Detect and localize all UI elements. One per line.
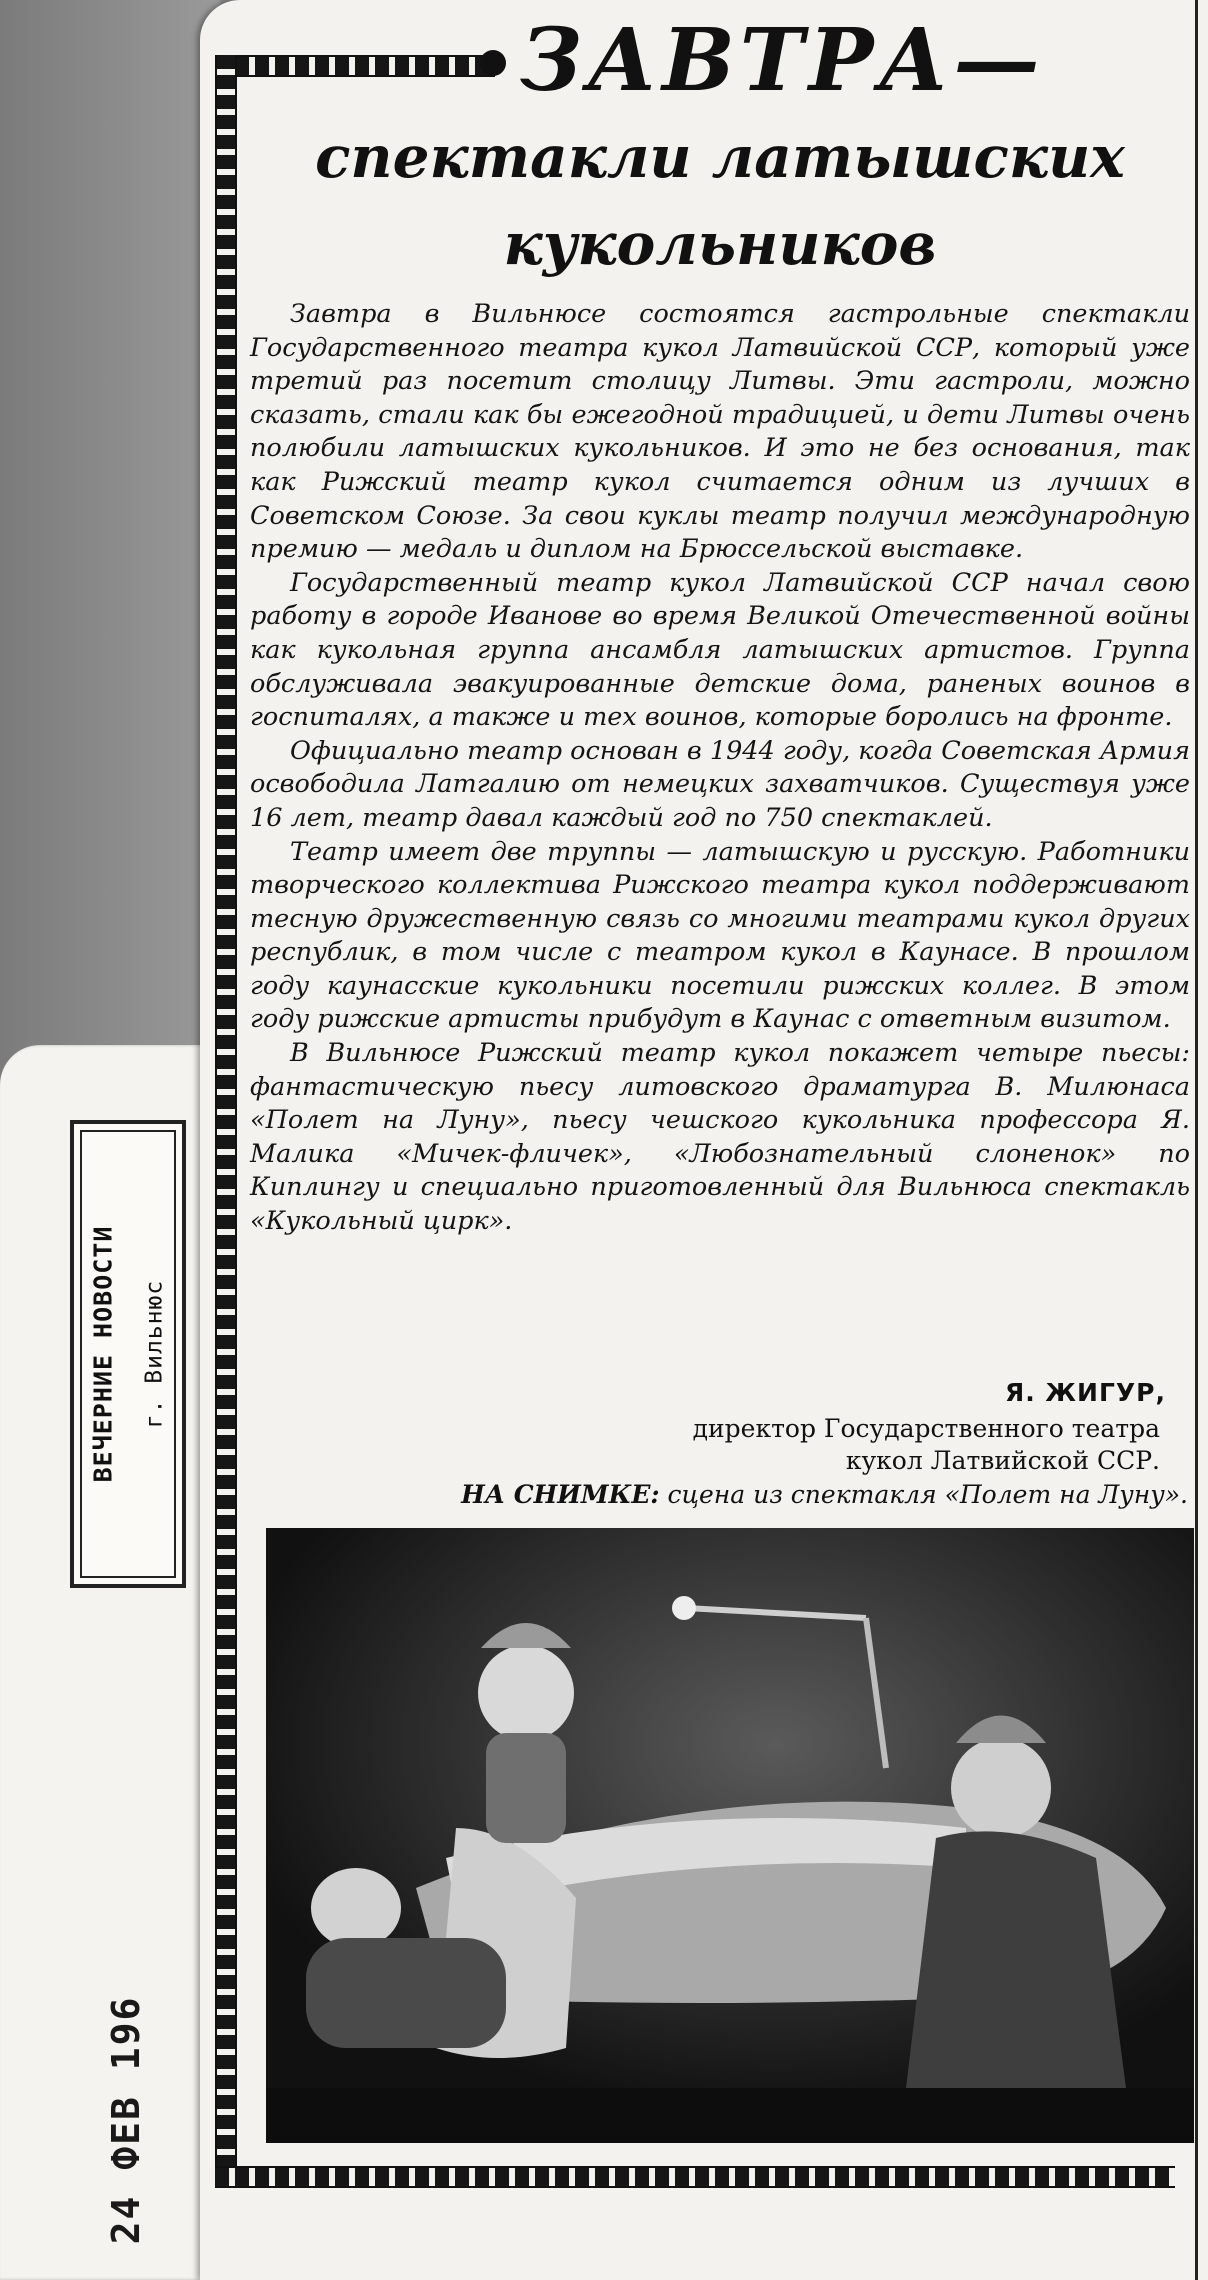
ornament-border-top	[215, 55, 495, 77]
ornament-dot	[480, 50, 506, 76]
caption-lead: НА СНИМКЕ:	[461, 1480, 660, 1509]
author-title-line-1: директор Государственного театра	[692, 1414, 1160, 1443]
author-name: Я. ЖИГУР,	[1004, 1378, 1166, 1407]
date-stamp: 24 ФЕВ 196	[104, 1995, 148, 2245]
author-title-line-2: кукол Латвийской ССР.	[845, 1446, 1160, 1475]
headline: ЗАВТРА—	[520, 10, 1045, 111]
paragraph: В Вильнюсе Рижский театр кукол покажет четыре пьесы: фантастическую пьесу литовского драматурга В. Милюнаса «Полет на Луну», пьесу чешского кукольника профессора Я. Малика «Мичек-фличек», «Любознательный слоненок» по Киплингу и специально приготовленный для Вильнюса спектакль «Кукольный цирк».	[250, 1038, 1190, 1237]
caption-text: сцена из спектакля «Полет на Луну».	[659, 1480, 1188, 1509]
clipping-right-edge	[1195, 0, 1198, 2280]
article-body	[250, 298, 1190, 1239]
article-photo	[266, 1528, 1194, 2143]
paragraph: Театр имеет две труппы — латышскую и русскую. Работники творческого коллектива Рижского театра кукол поддерживают тесную дружественную связь со многими театрами кукол других республик, в том числе с театром кукол в Каунасе. В прошлом году каунасские кукольники посетили рижских коллег. В этом году рижские артисты прибудут в Каунас с ответным визитом.	[250, 836, 1190, 1035]
stamp-newspaper-name: ВЕЧЕРНИЕ НОВОСТИ	[88, 1225, 118, 1483]
subheadline-line-2: кукольников	[503, 210, 937, 278]
author-title	[693, 1413, 1160, 1477]
subheadline-line-1: спектакли латышских	[315, 123, 1125, 191]
ornament-border-bottom	[215, 2166, 1175, 2188]
newspaper-stamp	[70, 1120, 186, 1588]
puppet-scene-illustration	[266, 1528, 1194, 2143]
photo-caption	[461, 1480, 1188, 1509]
paragraph: Завтра в Вильнюсе состоятся гастрольные спектакли Государственного театра кукол Латвийской ССР, который уже третий раз посетит столицу Литвы. Эти гастроли, можно сказать, стали как бы ежегодной традицией, и дети Литвы очень полюбили латышских кукольников. И это не без основания, так как Рижский театр кукол считается одним из лучших в Советском Союзе. За свои куклы театр получил международную премию — медаль и диплом на Брюссельской выставке.	[250, 299, 1190, 565]
paragraph: Официально театр основан в 1944 году, когда Советская Армия освободила Латгалию от немецких захватчиков. Существуя уже 16 лет, театр давал каждый год по 750 спектаклей.	[250, 735, 1190, 833]
ornament-border-left	[215, 55, 237, 2185]
stamp-text	[89, 1226, 168, 1483]
stamp-city: г. Вильнюс	[141, 1279, 168, 1429]
paragraph: Государственный театр кукол Латвийской ССР начал свою работу в городе Иванове во время Великой Отечественной войны как кукольная группа ансамбля латышских артистов. Группа обслуживала эвакуированные детские дома, раненых воинов в госпиталях, а также и тех воинов, которые боролись на фронте.	[250, 567, 1190, 733]
